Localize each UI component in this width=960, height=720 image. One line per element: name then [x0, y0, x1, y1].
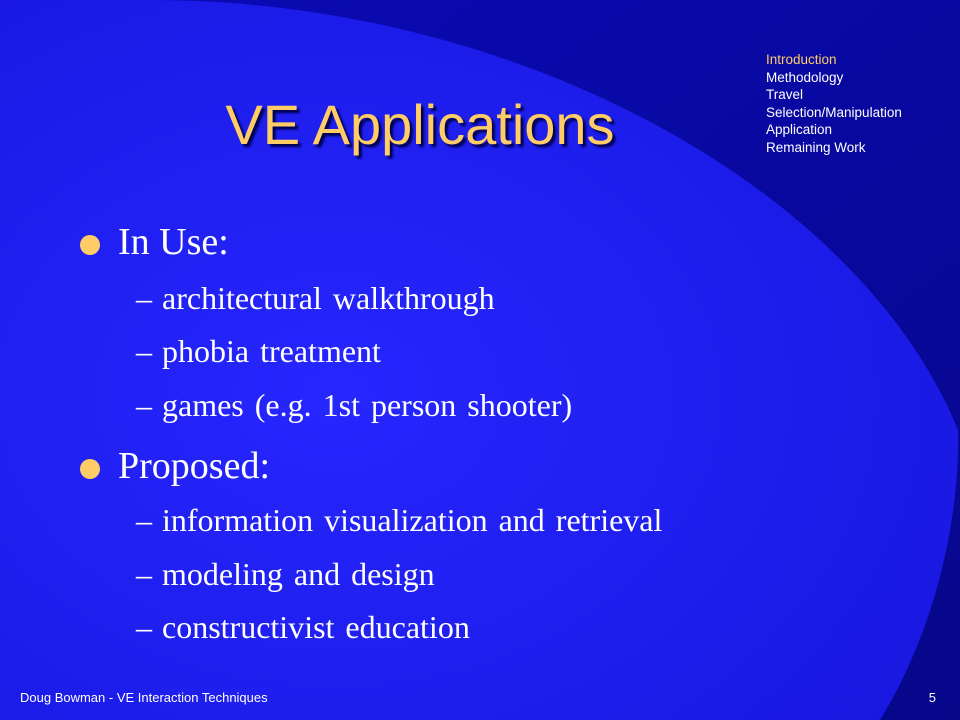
- list-item: [136, 609, 470, 646]
- dash-icon: –: [136, 502, 152, 538]
- list-item-text: constructivist education: [162, 609, 470, 645]
- dash-icon: –: [136, 609, 152, 645]
- list-item-text: architectural walkthrough: [162, 280, 495, 316]
- list-item-text: modeling and design: [162, 556, 435, 592]
- nav-item-remaining-work[interactable]: Remaining Work: [766, 139, 866, 155]
- list-item: [136, 387, 572, 424]
- dash-icon: –: [136, 280, 152, 316]
- list-item-text: games (e.g. 1st person shooter): [162, 387, 573, 423]
- list-item: [136, 502, 662, 539]
- nav-item-methodology[interactable]: Methodology: [766, 69, 844, 85]
- nav-item-travel[interactable]: Travel: [766, 87, 804, 102]
- slide-title: VE Applications: [225, 93, 615, 156]
- bullet-in-use: [80, 220, 229, 264]
- section-nav: [766, 51, 902, 156]
- page-number: 5: [928, 690, 936, 705]
- list-item-text: phobia treatment: [162, 333, 381, 369]
- dash-icon: –: [136, 387, 152, 423]
- list-item: [136, 556, 435, 593]
- nav-item-selection-manipulation[interactable]: Selection/Manipulation: [766, 104, 902, 120]
- nav-item-application[interactable]: Application: [766, 122, 833, 137]
- bullet-dot-icon: [80, 459, 100, 479]
- nav-item-introduction[interactable]: Introduction: [766, 52, 837, 67]
- list-item-text: information visualization and retrieval: [162, 502, 663, 538]
- bullet-heading: In Use:: [118, 221, 229, 263]
- footer-credit: Doug Bowman - VE Interaction Techniques: [20, 690, 268, 705]
- list-item: [136, 280, 495, 317]
- bullet-proposed: [80, 444, 270, 488]
- list-item: [136, 333, 381, 370]
- dash-icon: –: [136, 333, 152, 369]
- bullet-heading: Proposed:: [118, 445, 270, 487]
- dash-icon: –: [136, 556, 152, 592]
- bullet-dot-icon: [80, 235, 100, 255]
